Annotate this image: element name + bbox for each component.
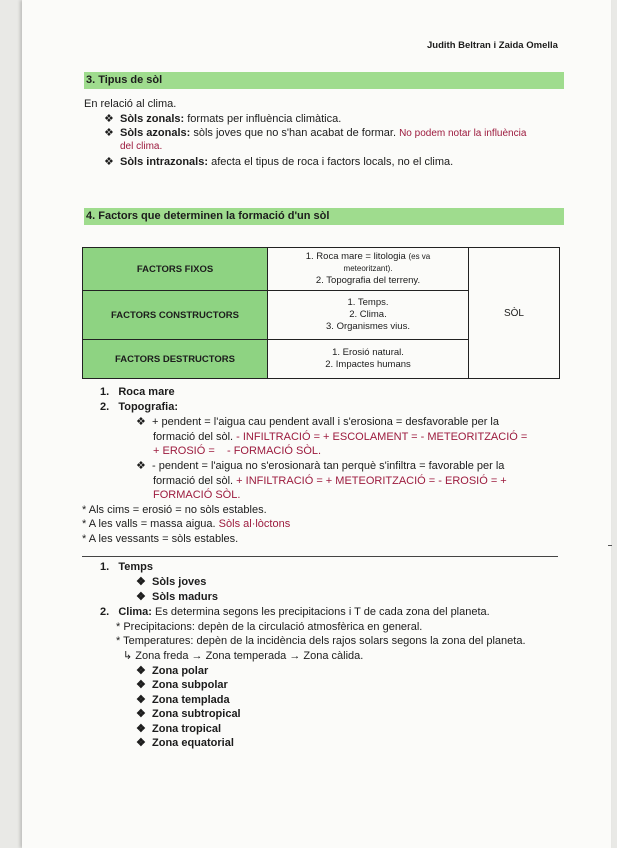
note-temperatures: * Temperatures: depèn de la incidència dels rajos solars segons la zona del planeta.	[116, 635, 526, 647]
document-page	[22, 0, 611, 848]
pendent-plus-line3: + EROSIÓ = - FORMACIÓ SÒL.	[153, 445, 322, 457]
note-precipitacions: * Precipitacions: depèn de la circulació atmosfèrica en general.	[116, 621, 423, 633]
section-3-heading: 3. Tipus de sòl	[84, 72, 564, 89]
list-item-zone: ❖ Zona equatorial	[136, 737, 234, 749]
pendent-minus-line1: ❖ - pendent = l'aigua no s'erosionarà tan perquè s'infiltra = favorable per la	[136, 460, 505, 472]
list-item-azonals: ❖ Sòls azonals: sòls joves que no s'han acabat de formar. No podem notar la influència	[104, 127, 527, 139]
factor-cell: FACTORS DESTRUCTORS	[83, 340, 268, 379]
list-item-temps: 1. Temps	[100, 561, 153, 573]
section-4-heading: 4. Factors que determinen la formació d'un sòl	[84, 208, 564, 225]
diamond-bullet-icon: ❖	[104, 127, 114, 139]
list-item-topografia: 2. Topografia:	[100, 401, 179, 413]
pendent-plus-line2: formació del sòl. - INFILTRACIÓ = + ESCOLAMENT = - METEORITZACIÓ =	[153, 431, 528, 443]
diamond-bullet-icon: ❖	[136, 679, 146, 691]
diamond-bullet-icon: ❖	[136, 460, 146, 472]
list-item-sols-madurs: ❖ Sòls madurs	[136, 591, 219, 603]
note-valls: * A les valls = massa aigua. Sòls al·lòctons	[82, 518, 291, 530]
list-item-roca-mare: 1. Roca mare	[100, 386, 175, 398]
factors-table	[82, 247, 560, 379]
list-item-sols-joves: ❖ Sòls joves	[136, 576, 207, 588]
list-item-zone: ❖ Zona tropical	[136, 723, 222, 735]
list-item-zone: ❖ Zona templada	[136, 694, 230, 706]
list-item-zone: ❖ Zona subtropical	[136, 708, 241, 720]
zones-sequence: ↳ Zona freda → Zona temperada → Zona càlida.	[123, 650, 364, 662]
diamond-bullet-icon: ❖	[104, 156, 114, 168]
pendent-plus-line1: ❖ + pendent = l'aigua cau pendent avall i s'erosiona = desfavorable per la	[136, 416, 499, 428]
list-item-zone: ❖ Zona subpolar	[136, 679, 228, 691]
diamond-bullet-icon: ❖	[136, 737, 146, 749]
diamond-bullet-icon: ❖	[136, 708, 146, 720]
note-vessants: * A les vessants = sòls estables.	[82, 533, 239, 545]
table-row	[83, 248, 560, 291]
diamond-bullet-icon: ❖	[136, 694, 146, 706]
factor-cell: FACTORS CONSTRUCTORS	[83, 291, 268, 340]
diamond-bullet-icon: ❖	[104, 113, 114, 125]
diamond-bullet-icon: ❖	[136, 591, 146, 603]
diamond-bullet-icon: ❖	[136, 576, 146, 588]
header-author: Judith Beltran i Zaida Omella	[427, 40, 558, 51]
azonals-note-continued: del clima.	[120, 141, 163, 152]
factor-cell: FACTORS FIXOS	[83, 248, 268, 291]
diamond-bullet-icon: ❖	[136, 665, 146, 677]
list-item-clima: 2. Clima: Es determina segons les precipitacions i T de cada zona del planeta.	[100, 606, 490, 618]
pendent-minus-line2: formació del sòl. + INFILTRACIÓ = + METEORITZACIÓ = - EROSIÓ = +	[153, 475, 507, 487]
pendent-minus-line3: FORMACIÓ SÒL.	[153, 489, 241, 501]
note-cims: * Als cims = erosió = no sòls estables.	[82, 504, 267, 516]
scan-mark	[608, 545, 612, 546]
factor-detail-cell: 1. Erosió natural. 2. Impactes humans	[268, 340, 469, 379]
result-cell: SÒL	[469, 248, 560, 379]
diamond-bullet-icon: ❖	[136, 723, 146, 735]
section-3-intro: En relació al clima.	[84, 98, 177, 110]
factor-detail-cell: 1. Temps. 2. Clima. 3. Organismes vius.	[268, 291, 469, 340]
list-item-intrazonals: ❖ Sòls intrazonals: afecta el tipus de roca i factors locals, no el clima.	[104, 156, 454, 168]
factor-detail-cell: 1. Roca mare = litologia (es va meteoritzant). 2. Topografia del terreny.	[268, 248, 469, 291]
list-item-zone: ❖ Zona polar	[136, 665, 209, 677]
diamond-bullet-icon: ❖	[136, 416, 146, 428]
list-item-zonals: ❖ Sòls zonals: formats per influència climàtica.	[104, 113, 342, 125]
divider	[82, 556, 558, 557]
